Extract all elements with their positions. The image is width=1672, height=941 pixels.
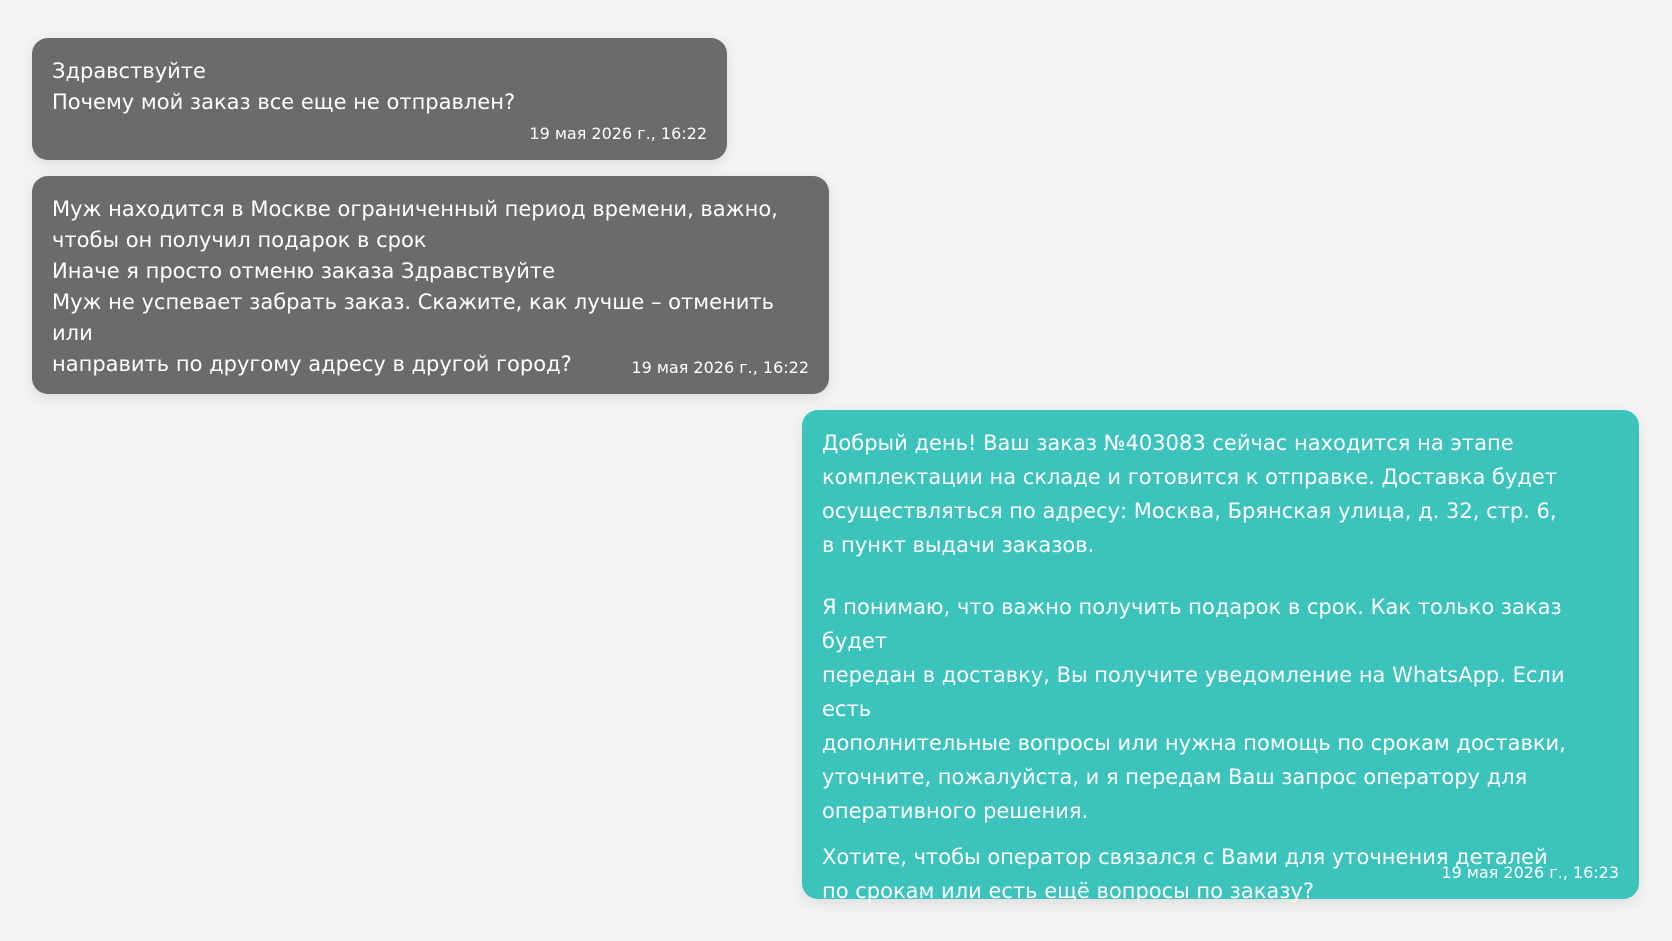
- message-paragraph: Хотите, чтобы оператор связался с Вами для уточнения деталей по срокам или есть ещё вопросы по заказу?: [822, 845, 1548, 903]
- message-text: Муж находится в Москве ограниченный период времени, важно, чтобы он получил подарок в срок Иначе я просто отменю заказа Здравствуйте Муж не успевает забрать заказ. Скажите, как лучше – отменить или направить по другому адресу в другой город?: [52, 197, 778, 376]
- message-paragraph: Добрый день! Ваш заказ №403083 сейчас находится на этапе комплектации на складе и готовится к отправке. Доставка будет осуществляться по адресу: Москва, Брянская улица, д. 32, стр. 6, в пункт выдачи заказов.: [822, 431, 1558, 557]
- incoming-message[interactable]: [32, 176, 829, 394]
- message-timestamp: 19 мая 2026 г., 16:22: [529, 124, 707, 143]
- incoming-message[interactable]: [32, 38, 727, 160]
- message-timestamp: 19 мая 2026 г., 16:23: [1441, 863, 1619, 882]
- message-paragraph: Я понимаю, что важно получить подарок в срок. Как только заказ будет передан в доставку, Вы получите уведомление на WhatsApp. Если есть дополнительные вопросы или нужна помощь по срокам доставки, уточните, пожалуйста, и я передам Ваш запрос оператору для оперативного решения.: [822, 595, 1566, 823]
- outgoing-message[interactable]: [802, 410, 1639, 903]
- message-timestamp: 19 мая 2026 г., 16:22: [631, 358, 809, 377]
- message-text: Здравствуйте Почему мой заказ все еще не отправлен?: [52, 59, 516, 114]
